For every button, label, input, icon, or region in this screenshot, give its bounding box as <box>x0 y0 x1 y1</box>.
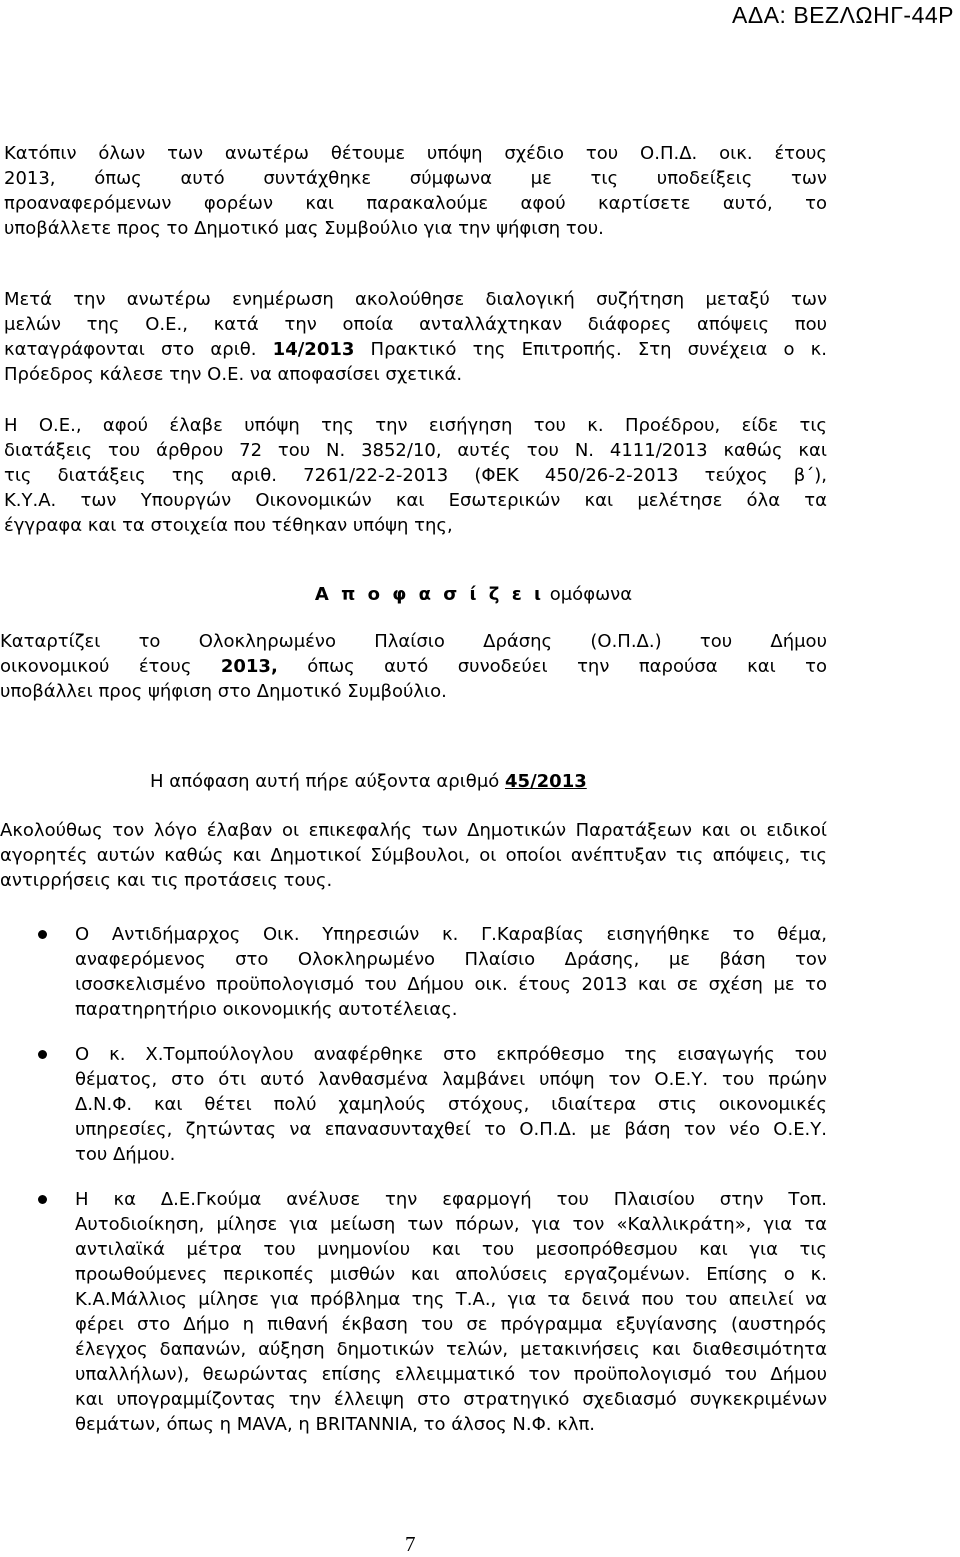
paragraph-discussion <box>0 287 827 387</box>
text-line: φέρει στο Δήμο η πιθανή έκβαση του σε πρόγραμμα εξυγίανσης (αυστηρός <box>75 1314 827 1335</box>
text-line: αντιρρήσεις και τις προτάσεις τους. <box>0 870 333 891</box>
bullet-icon <box>38 930 47 939</box>
text-line: παρατηρητήριο οικονομικής αυτοτέλειας. <box>75 999 458 1020</box>
text-line: ισοσκελισμένο προϋπολογισμό του Δήμου οικ. έτους 2013 και σε σχέση με το <box>75 974 827 995</box>
text-line: Αυτοδιοίκηση, μίλησε για μείωση των πόρων, για τον «Καλλικράτη», για τα <box>75 1214 827 1235</box>
minutes-number: 14/2013 <box>272 339 355 360</box>
text-line: του Δήμου. <box>75 1144 176 1165</box>
text-line: αγορητές αυτών καθώς και Δημοτικοί Σύμβουλοι, οι οποίοι ανέπτυξαν τις απόψεις, τις <box>0 845 827 866</box>
text-line: αναφερόμενος στο Ολοκληρωμένο Πλαίσιο Δράσης, με βάση τον <box>75 949 827 970</box>
decision-heading <box>0 582 827 607</box>
text-line <box>0 654 827 679</box>
text-line: Καταρτίζει το Ολοκληρωμένο Πλαίσιο Δράσης (Ο.Π.Δ.) του Δήμου <box>0 631 827 652</box>
text-line: Ο κ. Χ.Τομπούλογλου αναφέρθηκε στο εκπρόθεσμο της εισαγωγής του <box>75 1044 827 1065</box>
text-line: υπηρεσίες, ζητώντας να επανασυνταχθεί το Ο.Π.Δ. με βάση τον νέο Ο.Ε.Υ. <box>75 1119 827 1140</box>
bullet-icon <box>38 1050 47 1059</box>
text-line: Ακολούθως τον λόγο έλαβαν οι επικεφαλής των Δημοτικών Παρατάξεων και οι ειδικοί <box>0 820 827 841</box>
text-fragment: Πρακτικό της Επιτροπής. Στη συνέχεια ο κ. <box>354 339 827 360</box>
text-line: έλεγχος δαπανών, αύξηση δημοτικών τελών, μετακινήσεις και διαθεσιμότητα <box>75 1339 827 1360</box>
text-fragment: όπως αυτό συνοδεύει την παρούσα και το <box>277 656 827 677</box>
text-line: Ο Αντιδήμαρχος Οικ. Υπηρεσιών κ. Γ.Καραβίας εισηγήθηκε το θέμα, <box>75 924 827 945</box>
decision-number: 45/2013 <box>505 771 587 792</box>
list-item <box>0 922 827 1022</box>
paragraph-speakers <box>0 818 827 893</box>
text-fragment: οικονομικού έτους <box>0 656 221 677</box>
decision-word: Α π ο φ α σ ί ζ ε ι <box>314 584 544 605</box>
text-line: τις διατάξεις της αριθ. 7261/22-2-2013 (ΦΕΚ 450/26-2-2013 τεύχος β΄), <box>4 465 827 486</box>
text-line: Η κα Δ.Ε.Γκούμα ανέλυσε την εφαρμογή του Πλαισίου στην Τοπ. <box>75 1189 827 1210</box>
paragraph-considerations <box>0 413 827 538</box>
summary-text: Η απόφαση αυτή πήρε αύξοντα αριθμό <box>150 771 506 792</box>
paragraph-resolution <box>0 629 827 704</box>
list-item <box>0 1042 827 1167</box>
text-line: Πρόεδρος κάλεσε την Ο.Ε. να αποφασίσει σχετικά. <box>4 364 463 385</box>
text-line: μελών της Ο.Ε., κατά την οποία ανταλλάχτηκαν διάφορες απόψεις που <box>4 314 827 335</box>
text-line: θέματος, στο ότι αυτό λανθασμένα λαμβάνει υπόψη τον Ο.Ε.Υ. του πρώην <box>75 1069 827 1090</box>
list-item <box>0 1187 827 1437</box>
text-line: Δ.Ν.Φ. και θέτει πολύ χαμηλούς στόχους, ιδιαίτερα στις οικονομικές <box>75 1094 827 1115</box>
page-number: 7 <box>405 1532 416 1556</box>
decision-number-line <box>0 769 827 794</box>
text-line <box>4 337 827 362</box>
speaker-list <box>0 922 827 1437</box>
year-bold: 2013, <box>220 656 278 677</box>
decision-rest: ομόφωνα <box>544 584 633 605</box>
text-fragment: καταγράφονται στο αριθ. <box>4 339 273 360</box>
document-body <box>0 141 827 1457</box>
text-line: θεμάτων, όπως η MAVA, η BRITANNIA, το άλσος Ν.Φ. κλπ. <box>75 1414 596 1435</box>
text-line: Κατόπιν όλων των ανωτέρω θέτουμε υπόψη σχέδιο του Ο.Π.Δ. οικ. έτους <box>4 143 827 164</box>
ada-code: ΑΔΑ: ΒΕΖΛΩΗΓ-44Ρ <box>732 2 954 28</box>
text-line: υπαλλήλων), θεωρώντας επίσης ελλειμματικό τον προϋπολογισμό του Δήμου <box>75 1364 827 1385</box>
text-line: Κ.Υ.Α. των Υπουργών Οικονομικών και Εσωτερικών και μελέτησε όλα τα <box>4 490 827 511</box>
text-line: έγγραφα και τα στοιχεία που τέθηκαν υπόψη της, <box>4 515 453 536</box>
text-line: και υπογραμμίζοντας την έλλειψη στο στρατηγικό σχεδιασμό συγκεκριμένων <box>75 1389 827 1410</box>
text-line: υποβάλλετε προς το Δημοτικό μας Συμβούλιο για την ψήφιση του. <box>4 218 604 239</box>
text-line: Κ.Α.Μάλλιος μίλησε για πρόβλημα της Τ.Α., για τα δεινά που του απειλεί να <box>75 1289 827 1310</box>
text-line: Μετά την ανωτέρω ενημέρωση ακολούθησε διαλογική συζήτηση μεταξύ των <box>4 289 827 310</box>
text-line: προαναφερόμενων φορέων και παρακαλούμε αφού καρτίσετε αυτό, το <box>4 193 827 214</box>
text-line: υποβάλλει προς ψήφιση στο Δημοτικό Συμβούλιο. <box>0 681 447 702</box>
paragraph-intro <box>0 141 827 241</box>
text-line: 2013, όπως αυτό συντάχθηκε σύμφωνα με τις υποδείξεις των <box>4 168 827 189</box>
bullet-icon <box>38 1195 47 1204</box>
text-line: αντιλαϊκά μέτρα του μνημονίου και του μεσοπρόθεσμου και για τις <box>75 1239 827 1260</box>
text-line: διατάξεις του άρθρου 72 του Ν. 3852/10, αυτές του Ν. 4111/2013 καθώς και <box>4 440 827 461</box>
text-line: Η Ο.Ε., αφού έλαβε υπόψη της την εισήγηση του κ. Προέδρου, είδε τις <box>4 415 827 436</box>
text-line: προωθούμενες περικοπές μισθών και απολύσεις εργαζομένων. Επίσης ο κ. <box>75 1264 827 1285</box>
